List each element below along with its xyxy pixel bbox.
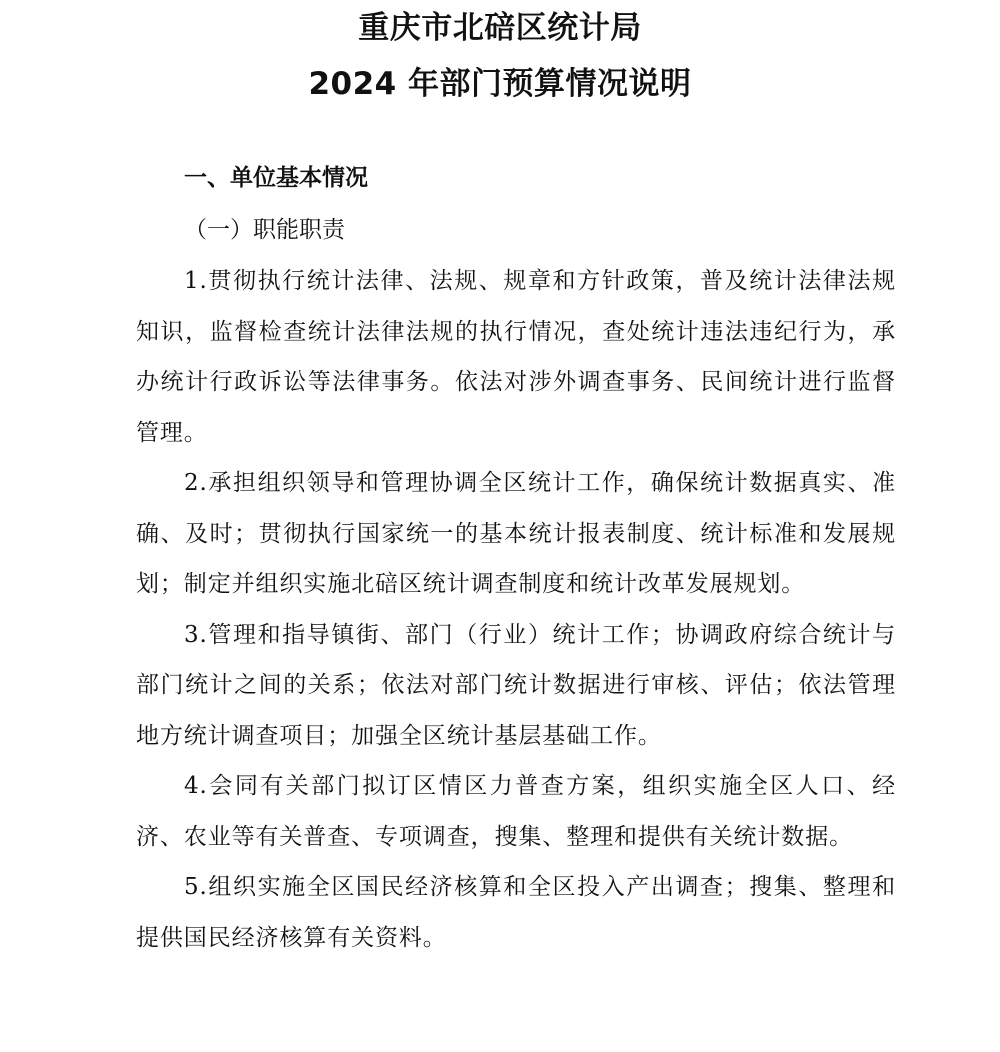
section-heading: 一、单位基本情况 <box>184 165 368 191</box>
subsection-heading: （一）职能职责 <box>184 217 345 243</box>
paragraph-1: 1.贯彻执行统计法律、法规、规章和方针政策，普及统计法律法规知识，监督检查统计法律法规的执行情况，查处统计违法违纪行为，承办统计行政诉讼等法律事务。依法对涉外调查事务、民间统计进行监督管理。 <box>136 268 896 446</box>
paragraph-4: 4.会同有关部门拟订区情区力普查方案，组织实施全区人口、经济、农业等有关普查、专项调查，搜集、整理和提供有关统计数据。 <box>136 773 896 850</box>
paragraph-2: 2.承担组织领导和管理协调全区统计工作，确保统计数据真实、准确、及时；贯彻执行国家统一的基本统计报表制度、统计标准和发展规划；制定并组织实施北碚区统计调查制度和统计改革发展规划。 <box>136 470 896 597</box>
title-line-2: 2024 年部门预算情况说明 <box>308 66 692 102</box>
paragraph-3: 3.管理和指导镇街、部门（行业）统计工作；协调政府综合统计与部门统计之间的关系；依法对部门统计数据进行审核、评估；依法管理地方统计调查项目；加强全区统计基层基础工作。 <box>136 621 896 749</box>
title-line-1: 重庆市北碚区统计局 <box>358 10 642 46</box>
document-title <box>0 0 1000 112</box>
paragraph-5: 5.组织实施全区国民经济核算和全区投入产出调查；搜集、整理和提供国民经济核算有关资料。 <box>136 874 896 951</box>
document-body <box>136 152 896 963</box>
